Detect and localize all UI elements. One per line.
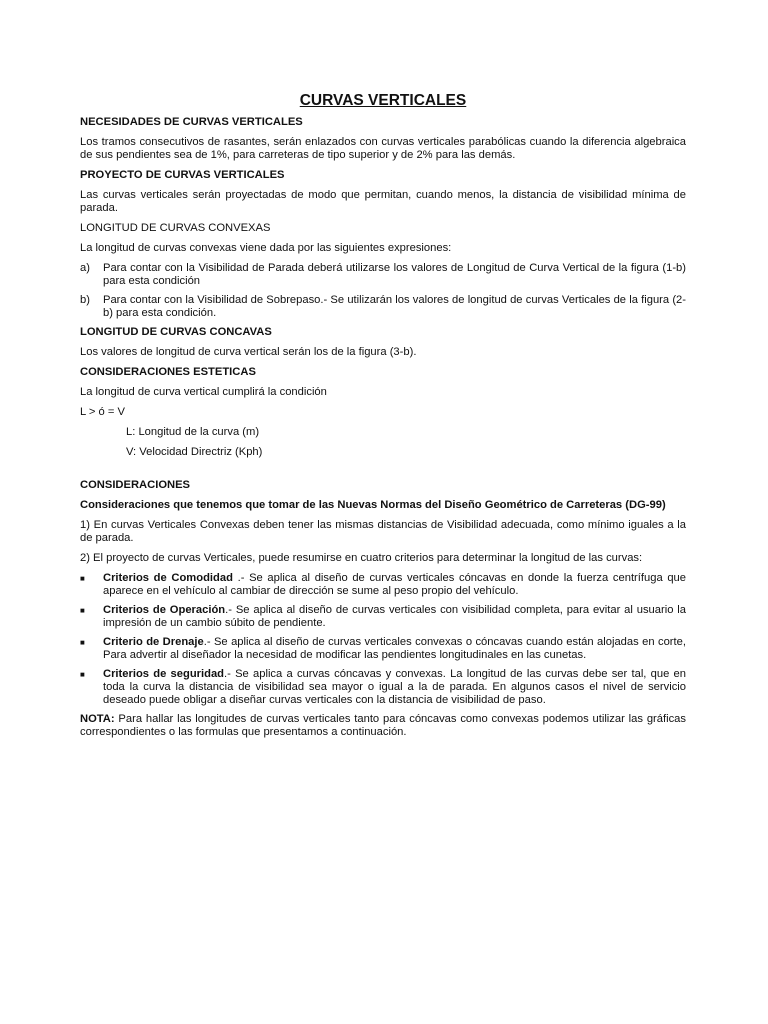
list-marker: a): [80, 262, 90, 274]
list-item-text: Para contar con la Visibilidad de Parada deberá utilizarse los valores de Longitud de Curva Vertical de la figura (1-b) para esta condición: [103, 262, 686, 287]
criteria-item-drenaje: [80, 636, 686, 662]
criteria-name: Criterios de seguridad: [103, 668, 225, 680]
formula: L > ó = V: [80, 406, 125, 418]
list-item: [80, 262, 686, 288]
paragraph-necesidades: Los tramos consecutivos de rasantes, serán enlazados con curvas verticales parabólicas cuando la diferencia algebraica de sus pendientes sea de 1%, para carreteras de tipo superior y de 2% para las demás.: [80, 136, 686, 161]
list-item-text: Para contar con la Visibilidad de Sobrepaso.- Se utilizarán los valores de longitud de curvas Verticales de la figura (2-b) para esta condición.: [103, 294, 686, 319]
paragraph-longitud-convexas: La longitud de curvas convexas viene dada por las siguientes expresiones:: [80, 242, 452, 254]
criteria-text: .- Se aplica al diseño de curvas verticales cóncavas en donde la fuerza centrífuga que aparece en el vehículo al cambiar de dirección se sume al peso propio del vehículo.: [103, 572, 686, 597]
criteria-name: Criterios de Operación: [103, 604, 226, 616]
bullet-icon: ■: [80, 606, 85, 615]
criteria-item-operacion: [80, 604, 686, 630]
heading-proyecto: PROYECTO DE CURVAS VERTICALES: [80, 169, 285, 181]
paragraph-consideracion-1: 1) En curvas Verticales Convexas deben tener las mismas distancias de Visibilidad adecuada, como mínimo iguales a la de parada.: [80, 519, 686, 544]
note-label: NOTA:: [80, 713, 115, 725]
heading-necesidades: NECESIDADES DE CURVAS VERTICALES: [80, 116, 303, 128]
heading-consideraciones: CONSIDERACIONES: [80, 479, 191, 491]
paragraph-proyecto: Las curvas verticales serán proyectadas de modo que permitan, cuando menos, la distancia de visibilidad mínima de parada.: [80, 189, 686, 214]
criteria-text: .- Se aplica al diseño de curvas verticales convexas o cóncavas cuando están alojadas en corte, Para advertir al diseñador la necesidad de modificar las pendientes longitudinales en las cunetas.: [103, 636, 686, 661]
heading-consideraciones-esteticas: CONSIDERACIONES ESTETICAS: [80, 366, 256, 378]
bullet-icon: ■: [80, 638, 85, 647]
criteria-item-comodidad: [80, 572, 686, 598]
bullet-icon: ■: [80, 670, 85, 679]
definition-l: L: Longitud de la curva (m): [126, 426, 260, 438]
list-item: [80, 294, 686, 320]
list-marker: b): [80, 294, 90, 306]
note-paragraph: [80, 713, 686, 739]
paragraph-condicion: La longitud de curva vertical cumplirá la condición: [80, 386, 327, 398]
note-text: Para hallar las longitudes de curvas verticales tanto para cóncavas como convexas podemos utilizar las gráficas correspondientes o las formulas que presentamos a continuación.: [80, 713, 686, 738]
heading-longitud-convexas: LONGITUD DE CURVAS CONVEXAS: [80, 222, 271, 234]
bullet-icon: ■: [80, 574, 85, 583]
document-title: CURVAS VERTICALES: [299, 92, 467, 109]
criteria-item-seguridad: [80, 668, 686, 707]
heading-longitud-concavas: LONGITUD DE CURVAS CONCAVAS: [80, 326, 272, 338]
criteria-name: Criterios de Comodidad: [103, 572, 233, 584]
subheading-dg99: Consideraciones que tenemos que tomar de las Nuevas Normas del Diseño Geométrico de Carreteras (DG-99): [80, 499, 666, 511]
paragraph-consideracion-2: 2) El proyecto de curvas Verticales, puede resumirse en cuatro criterios para determinar la longitud de las curvas:: [80, 552, 643, 564]
paragraph-longitud-concavas: Los valores de longitud de curva vertical serán los de la figura (3-b).: [80, 346, 417, 358]
criteria-name: Criterio de Drenaje: [103, 636, 204, 648]
criteria-text: .- Se aplica al diseño de curvas verticales con visibilidad completa, para evitar al usuario la impresión de un cambio súbito de pendiente.: [103, 604, 686, 629]
criteria-text: .- Se aplica a curvas cóncavas y convexas. La longitud de las curvas debe ser tal, que en toda la curva la distancia de visibilidad sea mayor o igual a la de parada. En algunos casos el nivel de servicio deseado puede obligar a diseñar curvas verticales con la distancia de visibilidad de paso.: [103, 668, 687, 706]
definition-v: V: Velocidad Directriz (Kph): [126, 446, 263, 458]
